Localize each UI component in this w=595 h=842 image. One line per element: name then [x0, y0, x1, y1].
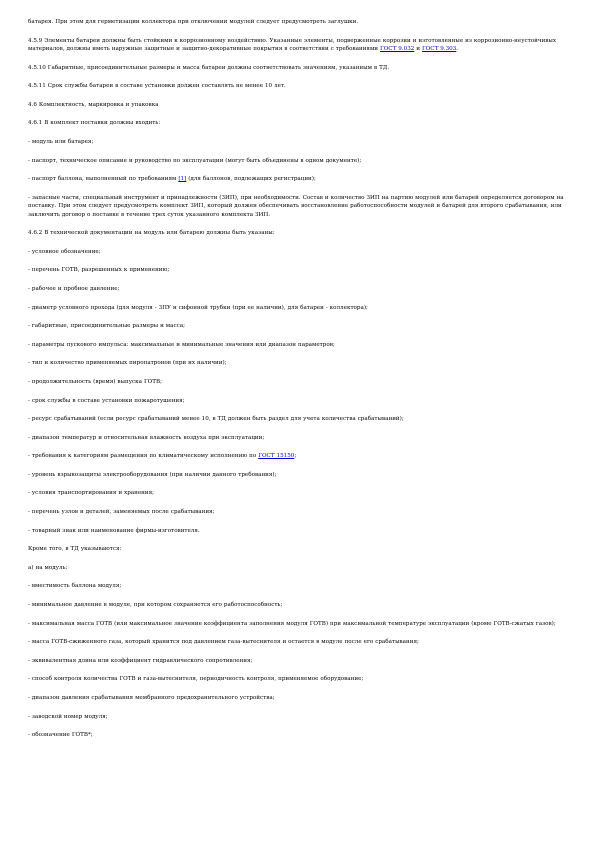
paragraph [28, 657, 568, 665]
paragraph-text: - условное обозначение; [28, 248, 101, 255]
paragraph-text: (для баллонов, подлежащих регистрации); [186, 176, 316, 183]
paragraph [28, 713, 568, 721]
reference-link[interactable]: [1] [178, 176, 187, 183]
paragraph [28, 397, 568, 405]
paragraph [28, 229, 568, 237]
paragraph [28, 675, 568, 683]
paragraph [28, 489, 568, 497]
paragraph-text: - продолжительность (время) выпуска ГОТВ; [28, 378, 162, 385]
paragraph-text: и [414, 46, 422, 52]
paragraph [28, 175, 568, 183]
paragraph-text: - заводской номер модуля; [28, 713, 108, 720]
paragraph-text: Кроме того, в ТД указываются: [28, 546, 122, 553]
paragraph-text: 4.5.11 Срок службы батареи в составе установки должен составлять не менее 10 лет. [28, 83, 286, 90]
paragraph [28, 582, 568, 590]
paragraph [28, 101, 568, 109]
paragraph-text: - срок службы в составе установки пожаротушения; [28, 397, 185, 404]
paragraph-text: 4.6 Комплектность, маркировка и упаковка [28, 101, 159, 108]
paragraph [28, 119, 568, 127]
paragraph [28, 64, 568, 72]
paragraph-text: . [456, 46, 459, 52]
paragraph [28, 359, 568, 367]
paragraph [28, 508, 568, 516]
paragraph [28, 638, 568, 646]
paragraph [28, 248, 568, 256]
paragraph-text: - ресурс срабатываний (если ресурс срабатываний менее 10, в ТД должен быть раздел для учета количества срабатываний); [28, 416, 404, 423]
paragraph [28, 285, 568, 293]
paragraph [28, 157, 568, 165]
paragraph-text: - рабочее и пробное давление; [28, 285, 120, 292]
paragraph-text: - масса ГОТВ-сжиженного газа, который хранится под давлением газа-вытеснителя и остается в модуле после его срабатывания; [28, 639, 419, 646]
paragraph-text: - параметры пускового импульса: максимальные и минимальные значения или диапазон параметров; [28, 341, 335, 348]
paragraph [28, 194, 568, 219]
paragraph-text: - товарный знак или наименование фирмы-изготовителя. [28, 527, 200, 534]
paragraph-text: - габаритные, присоединительные размеры и масса; [28, 323, 185, 330]
paragraph [28, 694, 568, 702]
paragraph [28, 378, 568, 386]
paragraph [28, 564, 568, 572]
paragraph-text: батарея. При этом для герметизации коллектора при отключении модулей следует предусмотреть заглушки. [28, 19, 359, 25]
reference-link[interactable]: ГОСТ 15150 [258, 453, 295, 460]
paragraph [28, 545, 568, 553]
paragraph [28, 415, 568, 423]
paragraph [28, 341, 568, 349]
reference-link[interactable]: ГОСТ 9.032 [380, 46, 415, 52]
paragraph-text: а) на модуль: [28, 564, 68, 571]
paragraph-text: - запасные части, специальный инструмент и принадлежности (ЗИП), при необходимости. Состав и количество ЗИП на партию модулей или батарей определяется договором на поставку. При этом следует предусмотреть комплект ЗИП, который должен обеспечивать восстановление работоспособности модулей и батарей для второго срабатывания, или заключить договор о поставке в течение трех суток указанного комплекта ЗИП. [28, 194, 564, 218]
paragraph [28, 434, 568, 442]
paragraph-text: - паспорт, техническое описание и руководство по эксплуатации (могут быть объединены в одном документе); [28, 157, 362, 164]
paragraph-text: - диаметр условного прохода (для модуля - ЗПУ и сифонной трубки (при ее наличии), для батареи - коллектора); [28, 304, 368, 311]
paragraph-text: - диапазон давления срабатывания мембранного предохранительного устройства; [28, 695, 275, 701]
paragraph-text: - перечень узлов и деталей, заменяемых после срабатывания; [28, 509, 215, 516]
paragraph [28, 82, 568, 90]
paragraph [28, 138, 568, 146]
paragraph-text: 4.6.1 В комплект поставки должны входить: [28, 120, 161, 127]
paragraph-text: - минимальное давление в модуле, при котором сохраняется его работоспособность; [28, 602, 283, 609]
paragraph-text: - обозначение ГОТВ*; [28, 732, 93, 739]
paragraph-text: - способ контроля количества ГОТВ и газа-вытеснителя, периодичность контроля, применяемое оборудование; [28, 676, 364, 683]
paragraph [28, 527, 568, 535]
paragraph-text: - вместимость баллона модуля; [28, 583, 122, 590]
reference-link[interactable]: ГОСТ 9.303 [422, 46, 457, 52]
paragraph [28, 37, 568, 54]
paragraph [28, 452, 568, 460]
paragraph-text: - перечень ГОТВ, разрешенных к применению; [28, 267, 170, 274]
document-page [28, 18, 568, 750]
paragraph [28, 322, 568, 330]
paragraph-text: - условия транспортирования и хранения; [28, 490, 155, 497]
paragraph [28, 266, 568, 274]
paragraph-text: - диапазон температур и относительная влажность воздуха при эксплуатации; [28, 434, 265, 441]
paragraph-text: - эквивалентная длина или коэффициент гидравлического сопротивления; [28, 657, 253, 664]
paragraph [28, 601, 568, 609]
paragraph-text: - тип и количество применяемых пиропатронов (при их наличии); [28, 360, 227, 367]
paragraph [28, 731, 568, 739]
paragraph-text: - модуль или батарея; [28, 138, 94, 145]
paragraph-text: ; [294, 453, 297, 460]
paragraph-text: 4.6.2 В технической документации на модуль или батарею должны быть указаны: [28, 230, 275, 237]
paragraph-text: - требования к категориям размещения по климатическому исполнению по [28, 453, 259, 460]
paragraph-text: - уровень взрывозащиты электрооборудования (при наличии данного требования); [28, 471, 277, 478]
paragraph [28, 304, 568, 312]
paragraph-text: 4.5.9 Элементы батареи должны быть стойкими к коррозионному воздействию. Указанные элементы, подверженные коррозии и изготовленные из коррозионно-неустойчивых материалов, должны иметь наружные защитные и защитно-декоративные покрытия в соответствии с требованиями [28, 37, 557, 52]
paragraph-text: 4.5.10 Габаритные, присоединительные размеры и масса батареи должны соответствовать значениям, указанным в ТД. [28, 64, 390, 71]
paragraph [28, 471, 568, 479]
paragraph-text: - максимальная масса ГОТВ (или максимальное значение коэффициента заполнения модуля ГОТВ) при максимальной температуре эксплуатации (кроме ГОТВ-сжатых газов); [28, 620, 556, 627]
paragraph-text: - паспорт баллона, выполненный по требованиям [28, 176, 179, 183]
paragraph [28, 18, 568, 26]
paragraph [28, 620, 568, 628]
